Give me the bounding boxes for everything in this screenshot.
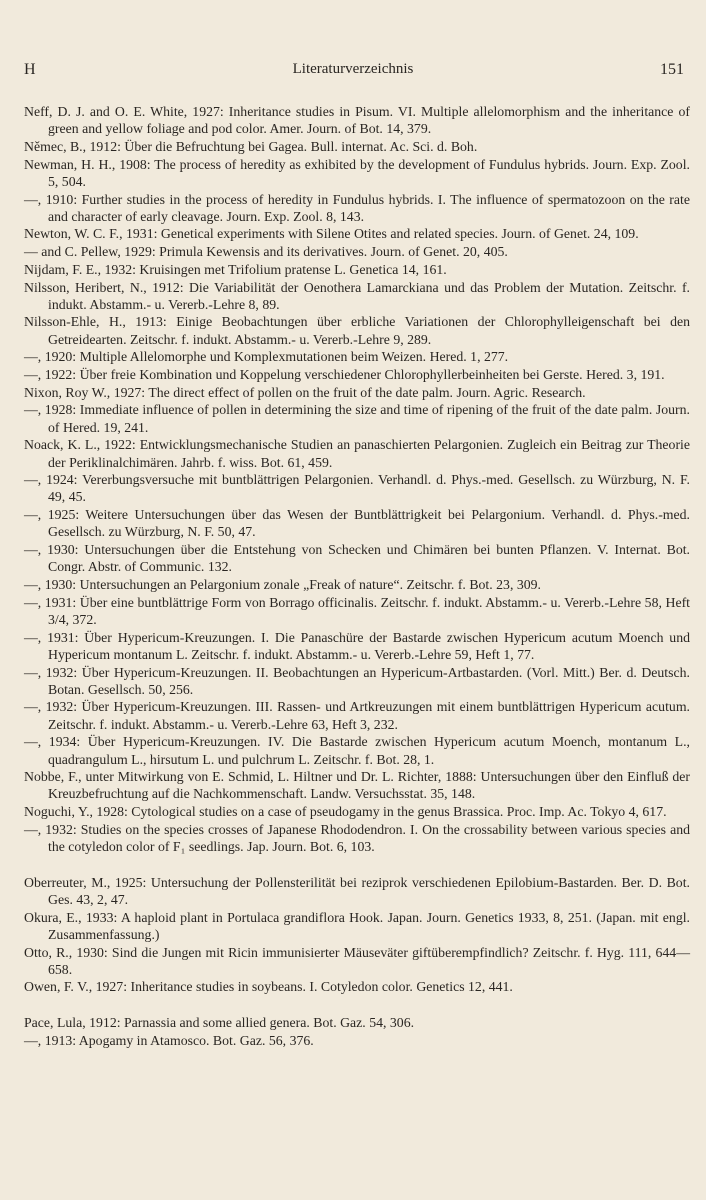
reference-entry: —, 1930: Untersuchungen an Pelargonium zonale „Freak of nature“. Zeitschr. f. Bot. 23, 309. <box>24 576 541 592</box>
reference-entry: —, 1932: Über Hypericum-Kreuzungen. III. Rassen- und Artkreuzungen mit einem buntblättrigen Hypericum acutum. Zeitschr. f. indukt. Abstamm.- u. Vererb.-Lehre 63, Heft 3, 232. <box>24 699 690 732</box>
reference-entry: Nilsson, Heribert, N., 1912: Die Variabilität der Oenothera Lamarckiana und das Problem der Mutation. Zeitschr. f. indukt. Abstamm.- u. Vererb.-Lehre 8, 89. <box>24 279 690 312</box>
reference-entry: Noguchi, Y., 1928: Cytological studies on a case of pseudogamy in the genus Brassica. Proc. Imp. Ac. Tokyo 4, 617. <box>24 804 667 820</box>
page-number: 151 <box>660 61 684 78</box>
reference-entry: Němec, B., 1912: Über die Befruchtung bei Gagea. Bull. internat. Ac. Sci. d. Boh. <box>24 138 478 154</box>
header-section-letter: H <box>24 61 36 78</box>
reference-entry: Nijdam, F. E., 1932: Kruisingen met Trifolium pratense L. Genetica 14, 161. <box>24 261 447 277</box>
reference-entry: Neff, D. J. and O. E. White, 1927: Inheritance studies in Pisum. VI. Multiple allelomorphism and the inheritance of green and yellow foliage and pod color. Amer. Journ. of Bot. 14, 379. <box>24 104 690 137</box>
reference-entry: Okura, E., 1933: A haploid plant in Portulaca grandiflora Hook. Japan. Journ. Genetics 1933, 8, 251. (Japan. mit engl. Zusammenfassung.) <box>24 909 690 942</box>
reference-entry: Nixon, Roy W., 1927: The direct effect of pollen on the fruit of the date palm. Journ. Agric. Research. <box>24 384 586 400</box>
reference-entry: —, 1910: Further studies in the process of heredity in Fundulus hybrids. I. The influence of spermatozoon on the rate and character of early cleavage. Journ. Exp. Zool. 8, 143. <box>24 191 690 224</box>
reference-entry: —, 1924: Vererbungsversuche mit buntblättrigen Pelargonien. Verhandl. d. Phys.-med. Gesellsch. zu Würzburg, N. F. 49, 45. <box>24 472 690 505</box>
reference-entry: — and C. Pellew, 1929: Primula Kewensis and its derivatives. Journ. of Genet. 20, 405. <box>24 244 508 260</box>
reference-entry: —, 1930: Untersuchungen über die Entstehung von Schecken und Chimären bei bunten Pflanzen. V. Internat. Bot. Congr. Abstr. of Communic. 132. <box>24 542 690 575</box>
section-gap <box>24 856 690 874</box>
reference-entry: Nobbe, F., unter Mitwirkung von E. Schmid, L. Hiltner und Dr. L. Richter, 1888: Untersuchungen über den Einfluß der Kreuzbefruchtung auf die Nachkommenschaft. Landw. Versuchsstat. 35, 148. <box>24 769 690 802</box>
reference-entry: Owen, F. V., 1927: Inheritance studies in soybeans. I. Cotyledon color. Genetics 12, 441. <box>24 979 513 995</box>
reference-entry: Noack, K. L., 1922: Entwicklungsmechanische Studien an panaschierten Pelargonien. Zugleich ein Beitrag zur Theorie der Periklinalchimären. Jahrb. f. wiss. Bot. 61, 459. <box>24 437 690 470</box>
reference-entry: —, 1913: Apogamy in Atamosco. Bot. Gaz. 56, 376. <box>24 1032 314 1048</box>
reference-entry: —, 1928: Immediate influence of pollen in determining the size and time of ripening of the fruit of the date palm. Journ. of Hered. 19, 241. <box>24 402 690 435</box>
reference-entry: —, 1925: Weitere Untersuchungen über das Wesen der Buntblättrigkeit bei Pelargonium. Verhandl. d. Phys.-med. Gesellsch. zu Würzburg, N. F. 50, 47. <box>24 507 690 540</box>
reference-entry: —, 1920: Multiple Allelomorphe und Komplexmutationen beim Weizen. Hered. 1, 277. <box>24 349 509 365</box>
section-gap <box>24 996 690 1014</box>
reference-entry: Nilsson-Ehle, H., 1913: Einige Beobachtungen über erbliche Variationen der Chlorophylleigenschaft bei den Getreidearten. Zeitschr. f. indukt. Abstamm.- u. Vererb.-Lehre 9, 289. <box>24 314 690 347</box>
reference-entry: —, 1931: Über Hypericum-Kreuzungen. I. Die Panaschüre der Bastarde zwischen Hypericum acutum Moench und Hypericum montanum L. Zeitschr. f. indukt. Abstamm.- u. Vererb.-Lehre 59, Heft 1, 77. <box>24 629 690 662</box>
reference-entry: —, 1932: Über Hypericum-Kreuzungen. II. Beobachtungen an Hypericum-Artbastarden. (Vorl. Mitt.) Ber. d. Deutsch. Botan. Gesellsch. 50, 256. <box>24 664 690 697</box>
section-p <box>24 1014 690 1049</box>
section-o <box>24 874 690 996</box>
reference-entry: Newton, W. C. F., 1931: Genetical experiments with Silene Otites and related species. Journ. of Genet. 24, 109. <box>24 226 639 242</box>
section-n <box>24 103 690 855</box>
reference-entry: Pace, Lula, 1912: Parnassia and some allied genera. Bot. Gaz. 54, 306. <box>24 1015 415 1031</box>
reference-entry: —, 1934: Über Hypericum-Kreuzungen. IV. Die Bastarde zwischen Hypericum acutum Moench, montanum L., quadrangulum L., hirsutum L. und pulchrum L. Zeitschr. f. Bot. 28, 1. <box>24 734 690 767</box>
reference-entry: —, 1931: Über eine buntblättrige Form von Borrago officinalis. Zeitschr. f. indukt. Abstamm.- u. Vererb.-Lehre 58, Heft 3/4, 372. <box>24 594 690 627</box>
reference-entry: Otto, R., 1930: Sind die Jungen mit Ricin immunisierter Mäuseväter giftüberempfindlich? Zeitschr. f. Hyg. 111, 644—658. <box>24 944 690 977</box>
reference-entry: —, 1922: Über freie Kombination und Koppelung verschiedener Chlorophyllerbeinheiten bei Gerste. Hered. 3, 191. <box>24 367 665 383</box>
page-title: Literaturverzeichnis <box>292 61 414 77</box>
reference-entry: Oberreuter, M., 1925: Untersuchung der Pollensterilität bei reziprok verschiedenen Epilobium-Bastarden. Ber. D. Bot. Ges. 43, 2, 47. <box>24 874 690 907</box>
reference-list <box>24 103 690 1050</box>
reference-entry: Newman, H. H., 1908: The process of heredity as exhibited by the development of Fundulus hybrids. Journ. Exp. Zool. 5, 504. <box>24 156 690 189</box>
reference-entry: —, 1932: Studies on the species crosses of Japanese Rhododendron. I. On the crossability between various species and the cotyledon color of F₁ seedlings. Jap. Journ. Bot. 6, 103. <box>24 821 690 855</box>
